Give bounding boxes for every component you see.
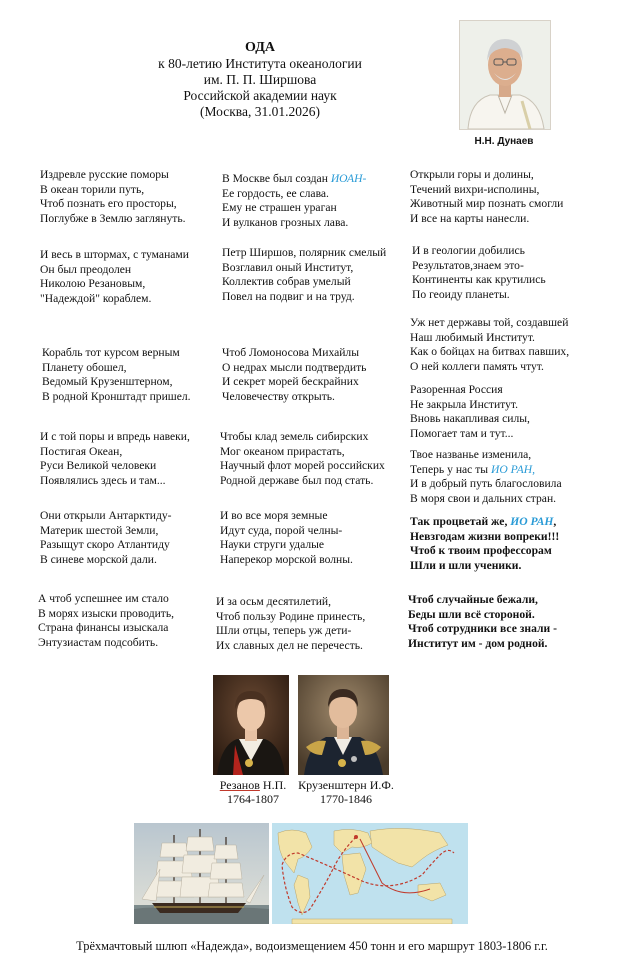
col2-stanza-5	[220, 509, 353, 567]
poem-line: Твое названье изменила,	[410, 448, 532, 461]
poem-line: Континенты как крутились	[412, 273, 546, 287]
institute-acronym-highlight: ИО РАН,	[490, 462, 536, 476]
poem-line: Энтузиастам подсобить.	[38, 635, 159, 649]
voyage-route-map	[272, 823, 468, 924]
poem-line: Чтоб случайные бежали,	[408, 593, 538, 606]
ode-subtitle-1: к 80-летию Института океанологии	[158, 56, 362, 71]
poem-line: Он был преодолен	[40, 262, 132, 276]
poem-line: И весь в штормах, с туманами	[40, 248, 189, 261]
poem-line: Ведомый Крузенштерном,	[42, 375, 173, 389]
ode-title-block	[150, 40, 370, 120]
poem-line: Петр Ширшов, полярник смелый	[222, 246, 387, 259]
ode-subtitle-2: им. П. П. Ширшова	[203, 72, 317, 87]
ode-title: ОДА	[245, 40, 275, 55]
poem-line	[410, 463, 562, 478]
poem-line: Повел на подвиг и на труд.	[222, 289, 355, 303]
poem-line: Научный флот морей российских	[220, 459, 385, 473]
poem-line: В синеве морской дали.	[40, 552, 157, 566]
author-portrait-illustration	[460, 21, 550, 129]
col3-stanza-4	[410, 383, 530, 441]
rezanov-years: 1764-1807	[227, 792, 279, 806]
poem-line: Институт им - дом родной.	[408, 636, 548, 650]
poem-line: Течений вихри-исполины,	[410, 182, 540, 196]
poem-line: Разоренная Россия	[410, 383, 503, 396]
poem-line: Чтоб пользу Родине принесть,	[216, 609, 366, 623]
poem-line: И за осьм десятилетий,	[216, 595, 332, 608]
poem-line: "Надеждой" кораблем.	[40, 291, 152, 305]
col2-stanza-6	[216, 595, 365, 653]
poem-line: Шли и шли ученики.	[410, 558, 522, 572]
caption-rezanov	[213, 778, 293, 806]
poem-line: Помогает там и тут...	[410, 426, 514, 440]
poem-line: И в геологии добились	[412, 244, 525, 257]
col2-stanza-1	[222, 172, 366, 230]
poem-text: Так процветай же,	[410, 515, 511, 528]
poem-line: Страна финансы изыскала	[38, 621, 169, 635]
col3-stanza-5	[410, 448, 562, 506]
poem-line: Ему не страшен ураган	[222, 201, 337, 215]
poem-line: Постигая Океан,	[40, 444, 123, 458]
poem-line: Издревле русские поморы	[40, 168, 169, 181]
rezanov-name: Резанов	[219, 778, 260, 792]
col3-stanza-1	[410, 168, 563, 226]
poem-line: А чтоб успешнее им стало	[38, 592, 169, 605]
poem-line: Коллектив собрав умелый	[222, 275, 351, 289]
poem-line: Ее гордость, ее слава.	[222, 186, 329, 200]
poem-line: Наш любимый Институт.	[410, 330, 535, 344]
poem-line: Поглубже в Землю заглянуть.	[40, 211, 186, 225]
poem-line: Разыщут скоро Атлантиду	[40, 538, 170, 552]
poem-line: Чтоб познать его просторы,	[40, 197, 177, 211]
poem-line: Результатов,знаем это-	[412, 258, 524, 272]
poem-line: Идут суда, порой челны-	[220, 523, 343, 537]
poem-line: Материк шестой Земли,	[40, 523, 159, 537]
poem-line: Шли отцы, теперь уж дети-	[216, 624, 352, 638]
poem-line: Чтоб к твоим профессорам	[410, 544, 552, 558]
poem-line: Вновь накапливая силы,	[410, 412, 530, 426]
rezanov-initials: Н.П.	[259, 778, 287, 792]
poem-line: Невзгодам жизни вопреки!!!	[410, 529, 560, 543]
col3-stanza-6	[410, 515, 559, 573]
sailing-ship-illustration	[134, 823, 269, 924]
col1-stanza-6	[38, 592, 174, 650]
col3-stanza-3	[410, 316, 569, 374]
poem-text: ,	[553, 515, 557, 528]
poem-line: Человечеству открыть.	[222, 389, 335, 403]
poem-line: Уж нет державы той, создавшей	[410, 316, 569, 329]
poem-line: И вулканов грозных лава.	[222, 215, 349, 229]
poem-line: О ней коллеги память чтут.	[410, 359, 544, 373]
poem-line: Открыли горы и долины,	[410, 168, 534, 181]
col1-stanza-2	[40, 248, 189, 306]
poem-line: Как о бойцах на битвах павших,	[410, 345, 570, 359]
poem-line: Беды шли всё стороной.	[408, 607, 535, 621]
poem-line: В океан торили путь,	[40, 182, 145, 196]
institute-acronym-highlight: ИОАН-	[330, 172, 367, 185]
portrait-kruzenshtern	[298, 675, 389, 775]
poem-line: Их славных дел не перечесть.	[216, 638, 363, 652]
poem-line: И секрет морей бескрайних	[222, 375, 359, 389]
ship-nadezhda-image	[134, 823, 269, 924]
poem-line: И в добрый путь благословила	[410, 477, 562, 491]
col2-stanza-2	[222, 246, 386, 304]
ode-date: (Москва, 31.01.2026)	[200, 104, 320, 119]
world-route-map-illustration	[272, 823, 468, 924]
poem-line: Корабль тот курсом верным	[42, 346, 180, 359]
caption-kruzenshtern	[291, 778, 401, 806]
col1-stanza-5	[40, 509, 172, 567]
poem-line: В моря свои и дальних стран.	[410, 491, 557, 505]
rezanov-portrait-illustration	[213, 675, 289, 775]
poem-line: Планету обошел,	[42, 360, 127, 374]
ode-subtitle-3: Российской академии наук	[183, 88, 337, 103]
poem-line: В морях изыски проводить,	[38, 606, 175, 620]
poem-line: Животный мир познать смогли	[410, 197, 564, 211]
col1-stanza-3	[42, 346, 191, 404]
poem-line: Они открыли Антарктиду-	[40, 509, 172, 522]
col1-stanza-1	[40, 168, 186, 226]
poem-line: И с той поры и впредь навеки,	[40, 430, 190, 443]
poem-line: Мог океаном прирастать,	[220, 444, 345, 458]
poem-line: Появлялись здесь и там...	[40, 473, 166, 487]
poem-line: Возглавил оный Институт,	[222, 260, 354, 274]
poem-line: И во все моря земные	[220, 509, 328, 522]
poem-line	[222, 172, 366, 187]
poem-line: По геоиду планеты.	[412, 287, 510, 301]
col3-stanza-7	[408, 593, 557, 651]
poem-text: В Москве был создан	[222, 172, 331, 185]
poem-line: Не закрыла Институт.	[410, 397, 518, 411]
poem-line: Чтобы клад земель сибирских	[220, 430, 369, 443]
kruzenshtern-name: Крузенштерн И.Ф.	[298, 778, 394, 792]
poem-line: Руси Великой человеки	[40, 459, 157, 473]
poem-line: В родной Кронштадт пришел.	[42, 389, 191, 403]
institute-acronym-highlight: ИО РАН	[510, 515, 554, 528]
poem-line: Николою Резановым,	[40, 277, 146, 291]
poem-line: Наперекор морской волны.	[220, 552, 353, 566]
poem-line	[410, 515, 559, 530]
col2-stanza-3	[222, 346, 366, 404]
kruzenshtern-years: 1770-1846	[320, 792, 372, 806]
poem-line: И все на карты нанесли.	[410, 211, 530, 225]
poem-text: Теперь у нас ты	[410, 462, 491, 476]
footer-caption: Трёхмачтовый шлюп «Надежда», водоизмещением 450 тонн и его маршрут 1803-1806 г.г.	[76, 939, 548, 953]
author-photo	[459, 20, 551, 130]
poem-line: Чтоб Ломоносова Михайлы	[222, 346, 360, 359]
kruzenshtern-portrait-illustration	[298, 675, 389, 775]
poem-line: Родной державе был под стать.	[220, 473, 374, 487]
rezanov-name-line	[213, 778, 293, 792]
poem-line: О недрах мысли подтвердить	[222, 360, 367, 374]
poem-line: Науки струги удалые	[220, 538, 325, 552]
portrait-rezanov	[213, 675, 289, 775]
col3-stanza-2	[412, 244, 546, 302]
poem-line: Чтоб сотрудники все знали -	[408, 622, 557, 636]
author-name: Н.Н. Дунаев	[474, 136, 534, 147]
col2-stanza-4	[220, 430, 385, 488]
col1-stanza-4	[40, 430, 190, 488]
